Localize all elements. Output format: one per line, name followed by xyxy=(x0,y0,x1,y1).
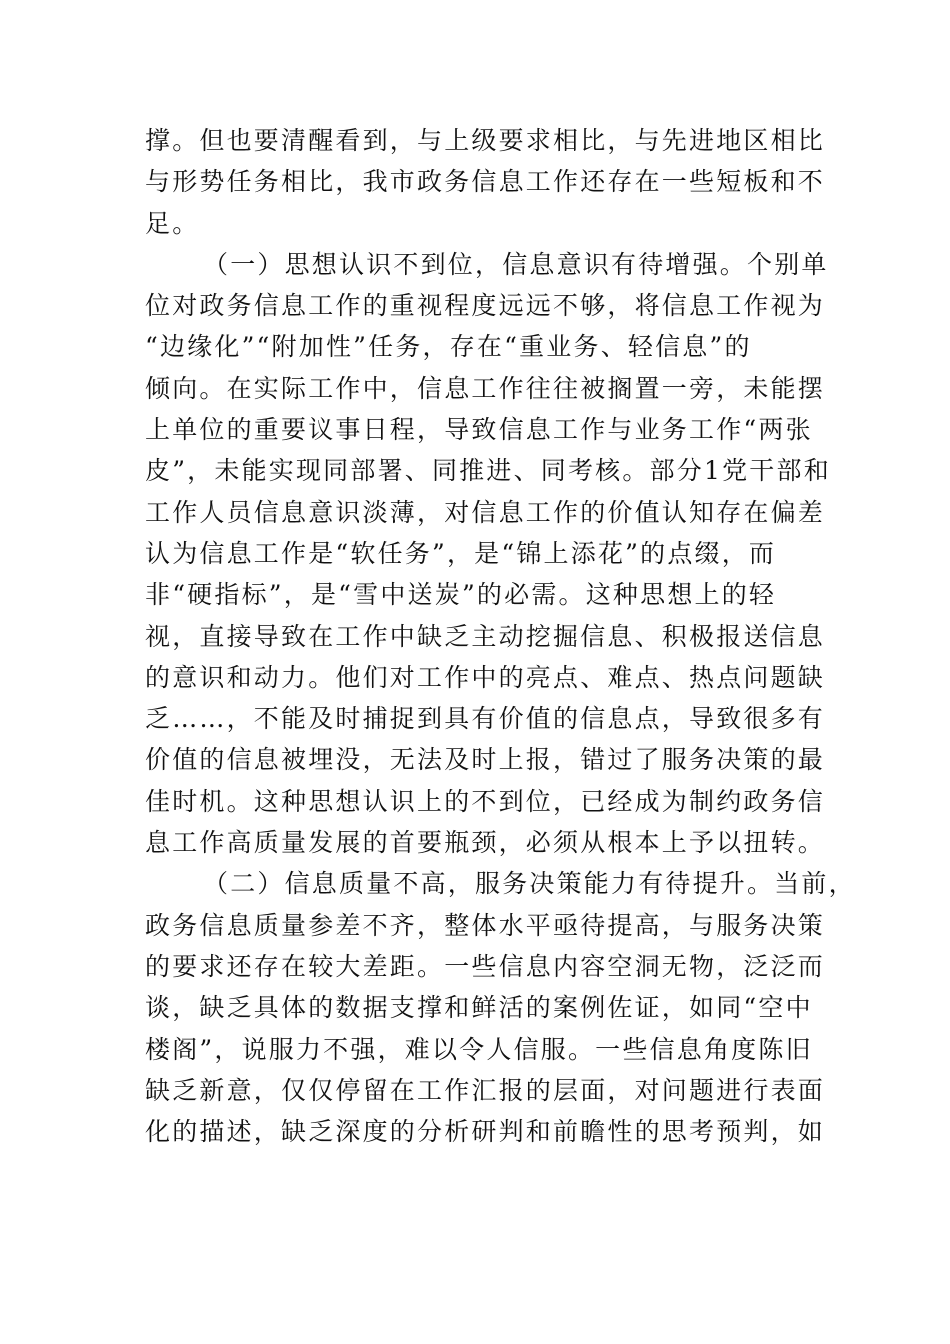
body-text xyxy=(145,120,856,1152)
text-line: 乏……，不能及时捕捉到具有价值的信息点，导致很多有 xyxy=(145,704,826,734)
text-line: 认为信息工作是“软任务”，是“锦上添花”的点缀，而 xyxy=(145,538,777,568)
text-line: 位对政务信息工作的重视程度远远不够，将信息工作视为 xyxy=(145,291,826,321)
text-line: 的要求还存在较大差距。一些信息内容空洞无物，泛泛而 xyxy=(145,951,826,981)
section-heading-line: （二）信息质量不高，服务决策能力有待提升。当前， xyxy=(203,869,856,899)
text-line: 价值的信息被埋没，无法及时上报，错过了服务决策的最 xyxy=(145,745,826,775)
text-line: 楼阁”，说服力不强，难以令人信服。一些信息角度陈旧 xyxy=(145,1034,813,1064)
text-line: 倾向。在实际工作中，信息工作往往被搁置一旁，未能摆 xyxy=(145,373,826,403)
text-line: 足。 xyxy=(145,208,200,238)
text-line: 上单位的重要议事日程，导致信息工作与业务工作“两张 xyxy=(145,415,813,445)
text-line: 化的描述，缺乏深度的分析研判和前瞻性的思考预判，如 xyxy=(145,1117,826,1147)
text-line: 皮”，未能实现同部署、同推进、同考核。部分1党干部和 xyxy=(145,456,831,486)
text-line: 与形势任务相比，我市政务信息工作还存在一些短板和不 xyxy=(145,167,826,197)
text-line: 谈，缺乏具体的数据支撑和鲜活的案例佐证，如同“空中 xyxy=(145,993,813,1023)
text-line: 佳时机。这种思想认识上的不到位，已经成为制约政务信 xyxy=(145,786,826,816)
text-line: 工作人员信息意识淡薄，对信息工作的价值认知存在偏差 xyxy=(145,497,826,527)
text-line: 的意识和动力。他们对工作中的亮点、难点、热点问题缺 xyxy=(145,662,826,692)
text-line: 视，直接导致在工作中缺乏主动挖掘信息、积极报送信息 xyxy=(145,621,826,651)
text-line: 撑。但也要清醒看到，与上级要求相比，与先进地区相比 xyxy=(145,126,826,155)
text-line: 缺乏新意，仅仅停留在工作汇报的层面，对问题进行表面 xyxy=(145,1075,826,1105)
text-line: 息工作高质量发展的首要瓶颈，必须从根本上予以扭转。 xyxy=(145,828,826,858)
text-line: 非“硬指标”，是“雪中送炭”的必需。这种思想上的轻 xyxy=(145,580,777,610)
text-line: “边缘化”“附加性”任务，存在“重业务、轻信息”的 xyxy=(145,332,752,362)
text-line: 政务信息质量参差不齐，整体水平亟待提高，与服务决策 xyxy=(145,910,826,940)
section-heading-line: （一）思想认识不到位，信息意识有待增强。个别单 xyxy=(203,249,829,279)
